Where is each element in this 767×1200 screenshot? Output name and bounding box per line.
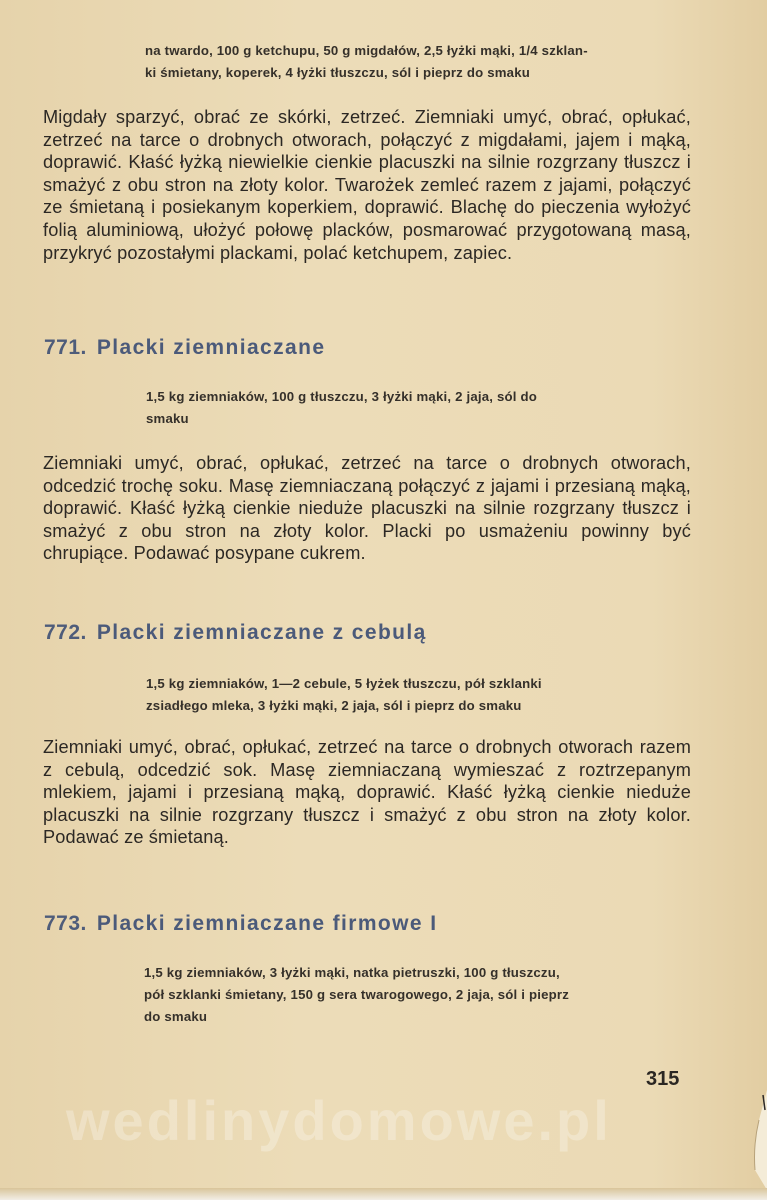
- ingredients-771: [146, 386, 694, 430]
- ingredients-772: [146, 673, 694, 717]
- recipe-heading-772: [44, 621, 427, 645]
- recipe-heading-771: [44, 336, 325, 360]
- ingredients-line: 1,5 kg ziemniaków, 100 g tłuszczu, 3 łyżki mąki, 2 jaja, sól do: [146, 389, 538, 404]
- ingredients-top: [145, 40, 693, 84]
- ingredients-line: ki śmietany, koperek, 4 łyżki tłuszczu, sól i pieprz do smaku: [145, 65, 530, 80]
- recipe-title: Placki ziemniaczane firmowe I: [96, 912, 438, 935]
- recipe-title: Placki ziemniaczane: [96, 336, 326, 359]
- method-paragraph-top: Migdały sparzyć, obrać ze skórki, zetrzeć. Ziemniaki umyć, obrać, opłukać, zetrzeć na tarce o drobnych otworach, połączyć z migdałami, jajem i mąką, doprawić. Kłaść łyżką niewielkie cienkie placuszki na silnie rozgrzany tłuszcz i smażyć z obu stron na złoty kolor. Twarożek zemleć razem z jajami, połączyć ze śmietaną i posiekanym koperkiem, doprawić. Blachę do pieczenia wyłożyć folią aluminiową, ułożyć połowę placków, posmarować przygotowaną masą, przykryć pozostałymi plackami, polać ketchupem, zapiec.: [43, 107, 691, 263]
- method-paragraph-771: Ziemniaki umyć, obrać, opłukać, zetrzeć na tarce o drobnych otworach, odcedzić trochę soku. Masę ziemniaczaną połączyć z jajami i przesianą mąką, doprawić. Kłaść łyżką cienkie nieduże placuszki na silnie rozgrzany tłuszcz i smażyć z obu stron na złoty kolor. Placki po usmażeniu powinny być chrupiące. Podawać posypane cukrem.: [43, 453, 691, 564]
- ingredients-line: smaku: [146, 411, 189, 426]
- watermark: wedlinydomowe.pl: [66, 1089, 612, 1152]
- recipe-number: 771.: [44, 336, 87, 359]
- page-bottom-edge: [0, 1188, 767, 1200]
- page-curl-icon: [737, 1090, 767, 1190]
- method-paragraph-772: Ziemniaki umyć, obrać, opłukać, zetrzeć na tarce o drobnych otworach razem z cebulą, odcedzić sok. Masę ziemniaczaną wymieszać z roztrzepanym mlekiem, jajami i przesianą mąką, doprawić. Kłaść łyżką cienkie nieduże placuszki na silnie rozgrzany tłuszcz i smażyć z obu stron na złoty kolor. Podawać ze śmietaną.: [43, 737, 691, 848]
- ingredients-line: pół szklanki śmietany, 150 g sera twarogowego, 2 jaja, sól i pieprz: [144, 987, 570, 1002]
- ingredients-line: do smaku: [144, 1009, 208, 1024]
- recipe-title: Placki ziemniaczane z cebulą: [96, 621, 427, 644]
- recipe-number: 773.: [44, 912, 87, 935]
- ingredients-line: na twardo, 100 g ketchupu, 50 g migdałów, 2,5 łyżki mąki, 1/4 szklan-: [145, 43, 588, 58]
- recipe-heading-773: [44, 912, 437, 936]
- page-number: 315: [646, 1068, 680, 1090]
- ingredients-773: [144, 962, 696, 1028]
- ingredients-line: 1,5 kg ziemniaków, 3 łyżki mąki, natka pietruszki, 100 g tłuszczu,: [144, 965, 560, 980]
- recipe-number: 772.: [44, 621, 87, 644]
- ingredients-line: 1,5 kg ziemniaków, 1—2 cebule, 5 łyżek tłuszczu, pół szklanki: [146, 676, 542, 691]
- ingredients-line: zsiadłego mleka, 3 łyżki mąki, 2 jaja, sól i pieprz do smaku: [146, 698, 522, 713]
